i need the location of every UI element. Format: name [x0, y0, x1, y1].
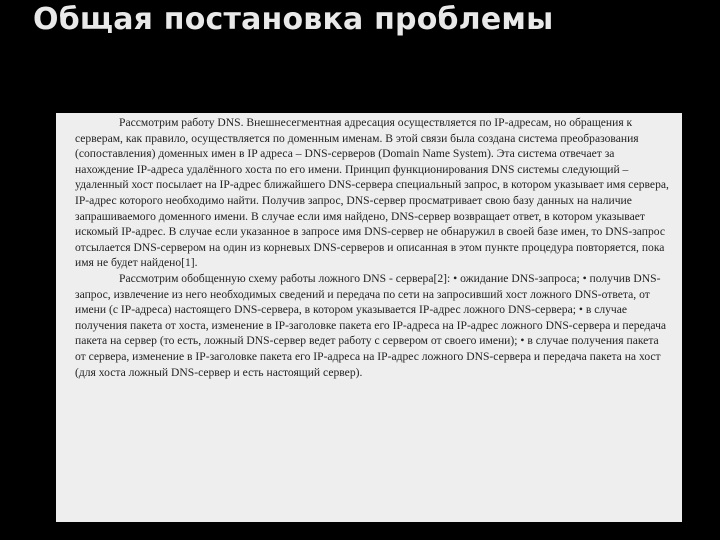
- paragraph-fake-dns-scheme: Рассмотрим обобщенную схему работы ложного DNS - сервера[2]: • ожидание DNS-запроса; • получив DNS-запрос, извлечение из него необходимых сведений и передача по сети на запросивший хост ложного DNS-ответа, от имени (с IP-адреса) настоящего DNS-сервера, в котором указывается IP-адрес ложного DNS-сервера; • в случае получения пакета от хоста, изменение в IP-заголовке пакета его IP-адреса на IP-адрес ложного DNS-сервера и передача пакета на сервер (то есть, ложный DNS-сервер ведет работу с сервером от своего имени); • в случае получения пакета от сервера, изменение в IP-заголовке пакета его IP-адреса на IP-адрес ложного DNS-сервера и передача пакета на хост (для хоста ложный DNS-сервер и есть настоящий сервер).: [75, 271, 667, 379]
- slide-content-panel: [56, 113, 682, 522]
- slide-body-text: [75, 115, 671, 380]
- paragraph-dns-overview: Рассмотрим работу DNS. Внешнесегментная адресация осуществляется по IP-адресам, но обращения к серверам, как правило, осуществляется по доменным именам. В этой связи была создана система преобразования (сопоставления) доменных имен в IP адреса – DNS-серверов (Domain Name System). Эта система отвечает за нахождение IP-адреса удалённого хоста по его имени. Принцип функционирования DNS системы следующий – удаленный хост посылает на IP-адрес ближайшего DNS-сервера специальный запрос, в котором указывает имя сервера, IP-адрес которого необходимо найти. Получив запрос, DNS-сервер просматривает свою базу данных на наличие запрашиваемого доменного имени. В случае если имя найдено, DNS-сервер возвращает ответ, в котором указывает искомый IP-адрес. В случае если указанное в запросе имя DNS-сервер не обнаружил в своей базе имен, то DNS-запрос отсылается DNS-сервером на один из корневых DNS-серверов и описанная в этом пункте процедура повторяется, пока имя не будет найдено[1].: [75, 116, 669, 270]
- slide-title-bar: [0, 0, 720, 113]
- slide-title: Общая постановка проблемы: [33, 2, 554, 37]
